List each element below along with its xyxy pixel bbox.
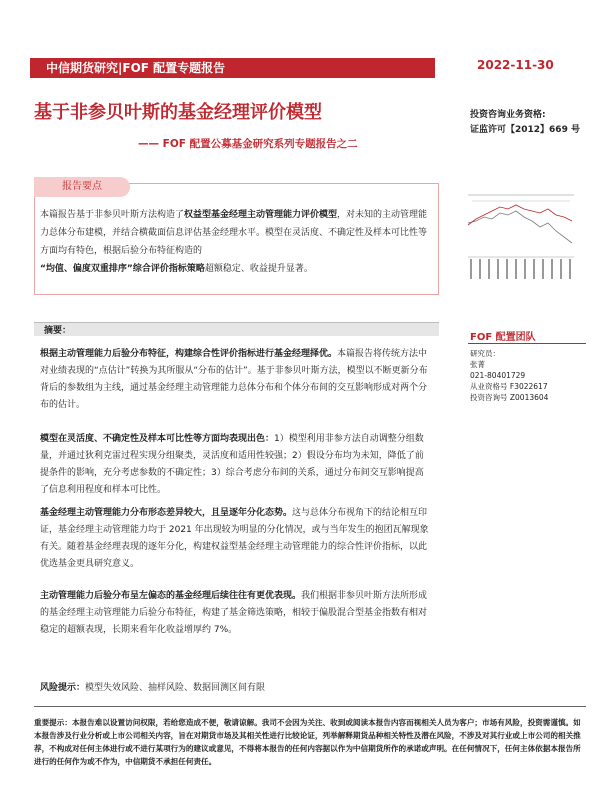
team-title: FOF 配置团队 [470,332,536,343]
summary-p1-bold: 权益型基金经理主动管理能力评价模型 [184,210,338,220]
chart-tick [497,259,499,279]
abstract-p2-rest: 1）模型利用非参方法自动调整分组数量，并通过狄利克雷过程实现分组聚类，灵活度和适用性较强；2）假设分布均为未知，降低了前提条件的影响，充分考虑参数的不确定性；3）综合考虑分布间的关系，通过分布间交互影响提高了信息利用程度和样本可比性。 [40,434,424,495]
chart-tick [470,259,472,279]
abstract-paragraph-3 [40,505,432,573]
abstract-p1-rest: 本篇报告将传统方法中对业绩表现的“点估计”转换为其所服从“分布的估计”。基于非参贝叶斯方法，模型以不断更新分布背后的参数组为主线，通过基金经理主动管理能力总体分布和个体分布间的交互影响形成对两个分布的估计。 [40,349,428,410]
qualification-line-1: 投资咨询业务资格: [470,110,546,120]
team-info [470,348,548,403]
abstract-p3-bold: 基金经理主动管理能力分布形态差异较大，且呈逐年分化态势。 [40,508,293,518]
footer-divider [34,706,586,707]
chart-tick [479,259,481,279]
summary-p2-rest: 超额稳定、收益提升显著。 [204,264,313,274]
risk-warning [40,680,265,693]
team-name: 张菁 [470,360,485,369]
team-license-2: 投资咨询号 Z0013604 [470,393,549,402]
team-divider [468,343,586,344]
report-title: 基于非参贝叶斯的基金经理评价模型 [34,102,322,123]
abstract-p1-bold: 根据主动管理能力后验分布特征，构建综合性评价指标进行基金经理择优。 [40,349,338,359]
team-phone: 021-80401729 [470,371,526,380]
thumbnail-chart [462,187,580,287]
important-notice: 重要提示：本报告难以设置访问权限，若给您造成不便，敬请谅解。我司不会因为关注、收到或阅读本报告内容而视相关人员为客户；市场有风险，投资需谨慎。如本报告涉及行业分析或上市公司相关内容，旨在对期货市场及其相关性进行比较论证，列举解释期货品种相关特性及潜在风险，不涉及对其行业或上市公司的相关推荐，不构成对任何主体进行或不进行某项行为的建议或意见，不得将本报告的任何内容据以作为中信期货所作的承诺或声明。在任何情况下，任何主体依据本报告所进行的任何作为或不作为，中信期货不承担任何责任。 [34,718,581,766]
risk-text: 模型失效风险、抽样风险、数据回测区间有限 [85,683,266,693]
risk-label: 风险提示： [40,683,86,693]
report-subtitle: —— FOF 配置公募基金研究系列专题报告之二 [138,138,358,150]
qualification-block [470,108,580,138]
abstract-p4-bold: 主动管理能力后验分布呈左偏态的基金经理后续往往有更优表现。 [40,591,302,601]
report-date: 2022-11-30 [477,58,554,72]
summary-p2-bold: “均值、偏度双重排序”综合评价指标策略 [40,264,205,274]
team-license-1: 从业资格号 F3022617 [470,382,548,391]
qualification-line-2: 证监许可【2012】669 号 [470,125,580,135]
chart-tick [506,259,508,279]
chart-tick [560,259,562,279]
abstract-p2-bold: 模型在灵活度、不确定性及样本可比性等方面均表现出色： [40,434,275,444]
abstract-paragraph-4 [40,588,432,639]
chart-tick [488,259,490,279]
chart-tick [569,259,571,279]
summary-tag: 报告要点 [34,177,130,197]
report-header-banner: 中信期货研究|FOF 配置专题报告 [30,58,435,78]
abstract-p3-rest: 这与总体分布视角下的结论相互印证，基金经理主动管理能力均于 2021 年出现较为明显的分化情况，或与当年发生的抱团瓦解现象有关。随着基金经理表现的逐年分化，构建权益型基金经理主动管理能力的综合性评价指标，以此优选基金更具研究意义。 [40,508,429,569]
chart-tick [524,259,526,279]
abstract-paragraph-1 [40,346,432,414]
summary-text [40,206,432,278]
summary-p1: 本篇报告基于非参贝叶斯方法构造了 [40,210,185,220]
chart-tick [551,259,553,279]
chart-tick [533,259,535,279]
team-role: 研究员： [470,349,500,358]
abstract-label: 摘要： [44,326,72,336]
chart-tick [515,259,517,279]
abstract-p4-rest: 我们根据非参贝叶斯方法所形成的基金经理主动管理能力后验分布特征，构建了基金筛选策略，相较于偏股混合型基金指数有相对稳定的超额表现，长期来看年化收益增厚约 7%。 [40,591,428,635]
summary-p1-rest: ，对未知的主动管理能力总体分布建模，并结合横截面信息评估基金经理水平。模型在灵活度、不确定性及样本可比性等方面均有特色，根据后验分布特征构造的 [40,210,428,256]
chart-tick [542,259,544,279]
abstract-paragraph-2 [40,431,432,499]
abstract-bar [34,322,439,336]
